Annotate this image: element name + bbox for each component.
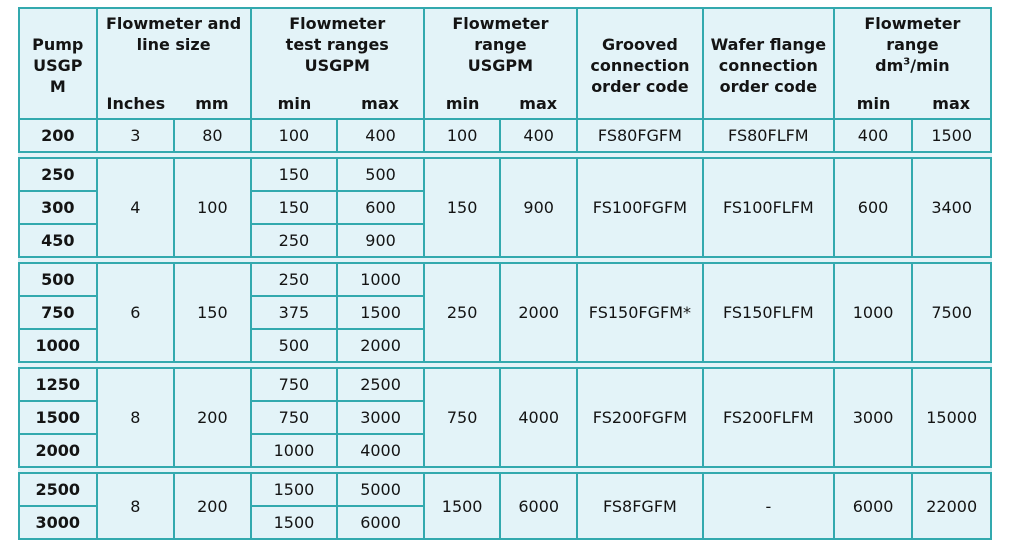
test-range-max-cell: 900 (337, 224, 424, 257)
test-range-max-cell: 1500 (337, 296, 424, 329)
test-range-max-cell: 2000 (337, 329, 424, 362)
test-range-min-cell: 750 (251, 401, 338, 434)
range-dm3-max-cell: 1500 (912, 119, 991, 152)
range-usgpm-min-cell: 1500 (424, 473, 501, 539)
test-range-min-cell: 375 (251, 296, 338, 329)
range-dm3-max-cell: 3400 (912, 158, 991, 257)
range-dm3-min-cell: 600 (834, 158, 913, 257)
line-size-inches-cell: 8 (97, 473, 175, 539)
test-range-max-cell: 500 (337, 158, 424, 191)
subheader-dm3-max: max (912, 76, 991, 119)
pump-usgpm-cell: 750 (19, 296, 97, 329)
subheader-range-max: max (500, 76, 577, 119)
test-range-min-cell: 1000 (251, 434, 338, 467)
test-range-min-cell: 150 (251, 191, 338, 224)
line-size-inches-cell: 4 (97, 158, 175, 257)
table-header (19, 8, 991, 119)
line-size-mm-cell: 200 (174, 473, 251, 539)
subheader-test-max: max (337, 76, 424, 119)
pump-usgpm-cell: 2000 (19, 434, 97, 467)
wafer-order-code-cell: - (703, 473, 834, 539)
subheader-test-min: min (251, 76, 338, 119)
test-range-max-cell: 6000 (337, 506, 424, 539)
test-range-min-cell: 100 (251, 119, 338, 152)
range-usgpm-min-cell: 250 (424, 263, 501, 362)
line-size-mm-cell: 80 (174, 119, 251, 152)
flowmeter-spec-table (18, 7, 992, 540)
subheader-dm3-min: min (834, 76, 913, 119)
pump-usgpm-cell: 450 (19, 224, 97, 257)
header-grooved-order-code: Grooved connection order code (577, 8, 703, 119)
test-range-max-cell: 400 (337, 119, 424, 152)
range-dm3-max-cell: 7500 (912, 263, 991, 362)
test-range-max-cell: 4000 (337, 434, 424, 467)
table-row (19, 263, 991, 296)
subheader-mm: mm (174, 76, 251, 119)
header-line-size: Flowmeter and line size (97, 8, 251, 76)
range-dm3-min-cell: 6000 (834, 473, 913, 539)
grooved-order-code-cell: FS8FGFM (577, 473, 703, 539)
table-row (19, 158, 991, 191)
line-size-mm-cell: 200 (174, 368, 251, 467)
pump-usgpm-cell: 2500 (19, 473, 97, 506)
pump-usgpm-cell: 250 (19, 158, 97, 191)
pump-usgpm-cell: 1500 (19, 401, 97, 434)
header-test-ranges: Flowmeter test ranges USGPM (251, 8, 424, 76)
test-range-min-cell: 500 (251, 329, 338, 362)
header-range-dm3: Flowmeter range $dm^3/\min$ (834, 8, 991, 76)
line-size-mm-cell: 100 (174, 158, 251, 257)
grooved-order-code-cell: FS150FGFM* (577, 263, 703, 362)
range-dm3-max-cell: 22000 (912, 473, 991, 539)
header-pump-usgpm: Pump USGP M (19, 8, 97, 119)
pump-usgpm-cell: 1250 (19, 368, 97, 401)
range-usgpm-max-cell: 2000 (500, 263, 577, 362)
pump-usgpm-cell: 500 (19, 263, 97, 296)
pump-usgpm-cell: 1000 (19, 329, 97, 362)
table-body (19, 119, 991, 539)
range-usgpm-max-cell: 400 (500, 119, 577, 152)
grooved-order-code-cell: FS100FGFM (577, 158, 703, 257)
grooved-order-code-cell: FS80FGFM (577, 119, 703, 152)
test-range-min-cell: 150 (251, 158, 338, 191)
wafer-order-code-cell: FS80FLFM (703, 119, 834, 152)
table-row (19, 473, 991, 506)
header-wafer-order-code: Wafer flange connection order code (703, 8, 834, 119)
line-size-inches-cell: 6 (97, 263, 175, 362)
wafer-order-code-cell: FS200FLFM (703, 368, 834, 467)
pump-usgpm-cell: 300 (19, 191, 97, 224)
subheader-inches: Inches (97, 76, 175, 119)
test-range-max-cell: 5000 (337, 473, 424, 506)
line-size-inches-cell: 8 (97, 368, 175, 467)
test-range-max-cell: 1000 (337, 263, 424, 296)
wafer-order-code-cell: FS150FLFM (703, 263, 834, 362)
pump-usgpm-cell: 200 (19, 119, 97, 152)
subheader-range-min: min (424, 76, 501, 119)
range-usgpm-max-cell: 4000 (500, 368, 577, 467)
wafer-order-code-cell: FS100FLFM (703, 158, 834, 257)
test-range-min-cell: 250 (251, 263, 338, 296)
grooved-order-code-cell: FS200FGFM (577, 368, 703, 467)
range-dm3-min-cell: 3000 (834, 368, 913, 467)
range-usgpm-min-cell: 750 (424, 368, 501, 467)
test-range-min-cell: 1500 (251, 506, 338, 539)
pump-usgpm-cell: 3000 (19, 506, 97, 539)
table-row (19, 368, 991, 401)
range-dm3-min-cell: 400 (834, 119, 913, 152)
test-range-max-cell: 3000 (337, 401, 424, 434)
header-range-usgpm: Flowmeter range USGPM (424, 8, 577, 76)
range-usgpm-max-cell: 900 (500, 158, 577, 257)
test-range-max-cell: 2500 (337, 368, 424, 401)
range-dm3-max-cell: 15000 (912, 368, 991, 467)
line-size-mm-cell: 150 (174, 263, 251, 362)
test-range-min-cell: 1500 (251, 473, 338, 506)
range-usgpm-min-cell: 150 (424, 158, 501, 257)
range-dm3-min-cell: 1000 (834, 263, 913, 362)
test-range-max-cell: 600 (337, 191, 424, 224)
line-size-inches-cell: 3 (97, 119, 175, 152)
test-range-min-cell: 750 (251, 368, 338, 401)
range-usgpm-max-cell: 6000 (500, 473, 577, 539)
table-row (19, 119, 991, 152)
range-usgpm-min-cell: 100 (424, 119, 501, 152)
test-range-min-cell: 250 (251, 224, 338, 257)
